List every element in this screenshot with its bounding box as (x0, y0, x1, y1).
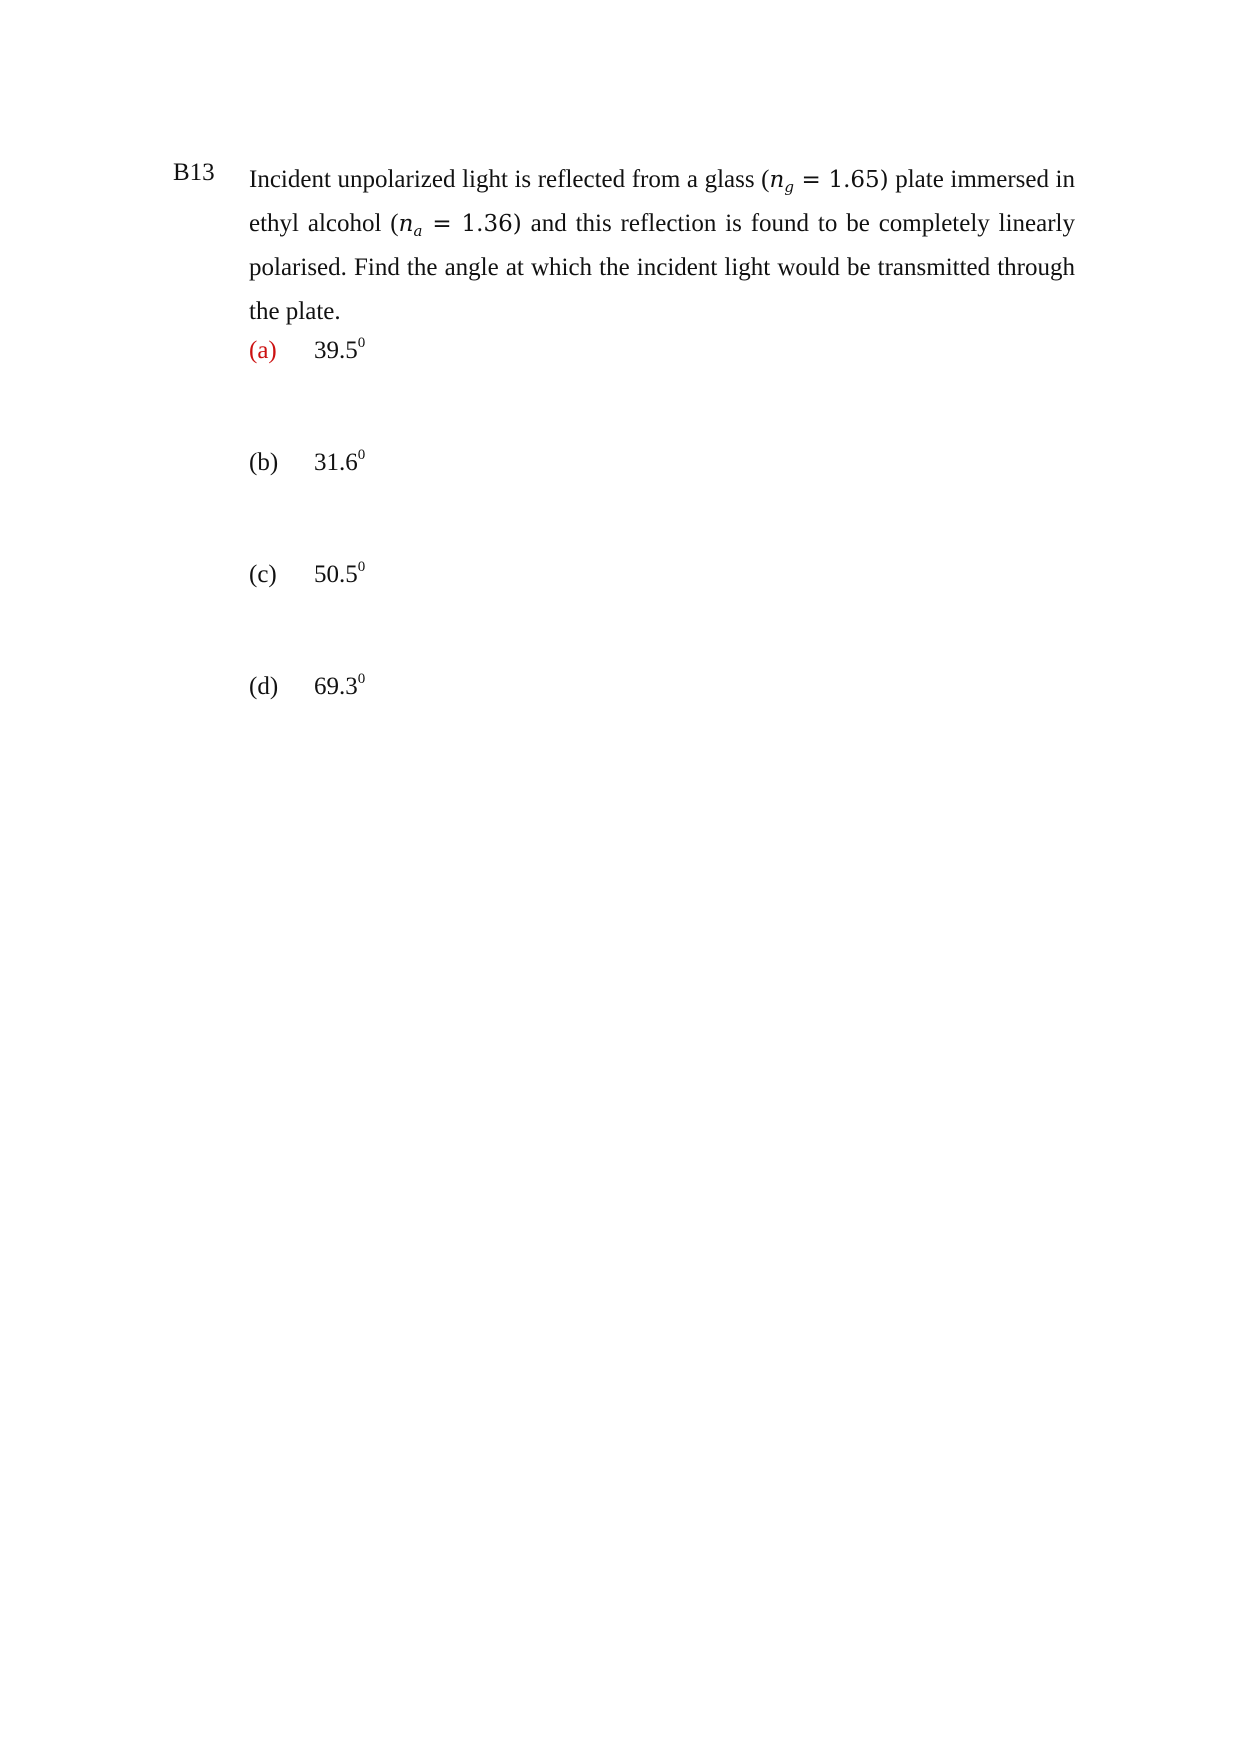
option-value: 50.5$^0$ (314, 559, 366, 588)
option-c[interactable] (249, 560, 365, 590)
option-label: (a) (249, 337, 277, 364)
option-value: 39.5$^0$ (314, 335, 366, 364)
option-label: (b) (249, 449, 279, 476)
option-a[interactable] (249, 336, 365, 366)
refractive-index-glass: $n_g = 1.65$) (769, 167, 889, 196)
option-label: (c) (249, 561, 277, 588)
question-number: B13 (173, 159, 215, 186)
question-line: Incident unpolarized light is reflected from a glass $(n_g = 1.65)$ plate immersed in (249, 166, 1075, 196)
option-b[interactable] (249, 448, 365, 478)
question-line: polarised. Find the angle at which the incident light would be transmitted through (249, 254, 1075, 281)
option-d[interactable] (249, 672, 365, 702)
option-value: 69.3$^0$ (314, 671, 366, 700)
question-line: the plate. (249, 298, 341, 325)
question-text (249, 158, 1075, 334)
option-label: (d) (249, 673, 279, 700)
refractive-index-alcohol: $n_a = 1.36$) (398, 211, 522, 240)
question-line: ethyl alcohol $(n_a = 1.36)$ and this reflection is found to be completely linearly (249, 210, 1075, 240)
option-value: 31.6$^0$ (314, 447, 366, 476)
